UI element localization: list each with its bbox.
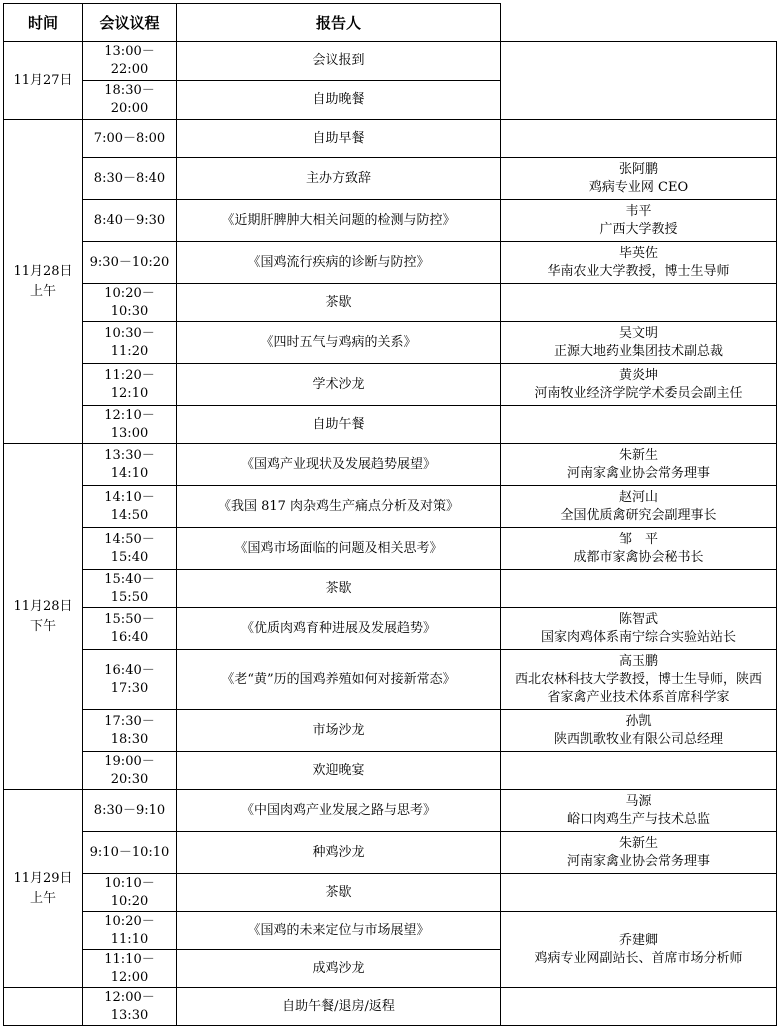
speaker-cell bbox=[501, 242, 777, 284]
time-cell: 17:30－18:30 bbox=[83, 710, 177, 752]
time-cell: 8:40－9:30 bbox=[83, 200, 177, 242]
table-row bbox=[4, 200, 777, 242]
speaker-cell bbox=[501, 650, 777, 710]
agenda-cell: 会议报到 bbox=[177, 42, 501, 81]
agenda-cell: 欢迎晚宴 bbox=[177, 752, 501, 790]
speaker-cell bbox=[501, 406, 777, 444]
agenda-cell: 成鸡沙龙 bbox=[177, 950, 501, 988]
time-cell: 7:00－8:00 bbox=[83, 120, 177, 158]
speaker-cell bbox=[501, 570, 777, 608]
speaker-cell bbox=[501, 710, 777, 752]
speaker-name: 高玉鹏 bbox=[618, 653, 658, 669]
time-cell: 12:00－13:30 bbox=[83, 988, 177, 1026]
agenda-cell: 《国鸡产业现状及发展趋势展望》 bbox=[177, 444, 501, 486]
header-time: 时间 bbox=[4, 4, 83, 42]
agenda-cell: 《中国肉鸡产业发展之路与思考》 bbox=[177, 790, 501, 832]
speaker-name: 朱新生 bbox=[618, 447, 658, 463]
speaker-name: 赵河山 bbox=[618, 489, 658, 505]
speaker-cell bbox=[501, 444, 777, 486]
speaker-cell bbox=[501, 200, 777, 242]
speaker-name: 黄炎坤 bbox=[618, 367, 658, 383]
time-cell: 8:30－9:10 bbox=[83, 790, 177, 832]
speaker-cell bbox=[501, 608, 777, 650]
table-row bbox=[4, 570, 777, 608]
speaker-cell bbox=[501, 42, 777, 120]
speaker-title: 华南农业大学教授，博士生导师 bbox=[547, 263, 730, 279]
speaker-name: 毕英佐 bbox=[618, 245, 658, 261]
agenda-cell: 茶歇 bbox=[177, 284, 501, 322]
table-row bbox=[4, 158, 777, 200]
table-row bbox=[4, 832, 777, 874]
speaker-cell bbox=[501, 874, 777, 912]
speaker-name: 马源 bbox=[625, 793, 652, 809]
time-cell: 19:00－20:30 bbox=[83, 752, 177, 790]
speaker-title: 鸡病专业网副站长、首席市场分析师 bbox=[534, 950, 743, 966]
agenda-cell: 市场沙龙 bbox=[177, 710, 501, 752]
time-cell: 15:40－15:50 bbox=[83, 570, 177, 608]
table-row bbox=[4, 790, 777, 832]
speaker-name: 韦平 bbox=[625, 203, 652, 219]
agenda-cell: 《老“黄”历的国鸡养殖如何对接新常态》 bbox=[177, 650, 501, 710]
time-cell: 9:30－10:20 bbox=[83, 242, 177, 284]
agenda-cell: 自助晚餐 bbox=[177, 81, 501, 120]
table-row bbox=[4, 912, 777, 950]
agenda-cell: 《四时五气与鸡病的关系》 bbox=[177, 322, 501, 364]
time-cell: 16:40－17:30 bbox=[83, 650, 177, 710]
table-row bbox=[4, 486, 777, 528]
time-cell: 13:00－22:00 bbox=[83, 42, 177, 81]
speaker-cell bbox=[501, 528, 777, 570]
agenda-cell: 茶歇 bbox=[177, 874, 501, 912]
date-cell: 11月29日 上午 bbox=[4, 790, 83, 988]
speaker-title: 省家禽产业技术体系首席科学家 bbox=[547, 689, 730, 705]
speaker-title: 国家肉鸡体系南宁综合实验站站长 bbox=[540, 629, 736, 645]
table-row bbox=[4, 120, 777, 158]
speaker-name: 陈智武 bbox=[618, 611, 658, 627]
date-cell bbox=[4, 988, 83, 1026]
agenda-cell: 学术沙龙 bbox=[177, 364, 501, 406]
table-row bbox=[4, 874, 777, 912]
agenda-cell: 《国鸡的未来定位与市场展望》 bbox=[177, 912, 501, 950]
time-cell: 14:10－14:50 bbox=[83, 486, 177, 528]
speaker-title: 陕西凯歌牧业有限公司总经理 bbox=[553, 731, 723, 747]
header-speaker: 报告人 bbox=[177, 4, 501, 42]
time-cell: 10:10－10:20 bbox=[83, 874, 177, 912]
speaker-cell bbox=[501, 486, 777, 528]
date-cell: 11月28日 上午 bbox=[4, 120, 83, 444]
speaker-title: 正源大地药业集团技术副总裁 bbox=[553, 343, 723, 359]
speaker-title: 河南家禽业协会常务理事 bbox=[566, 465, 710, 481]
speaker-name: 乔建卿 bbox=[618, 932, 658, 948]
speaker-title: 全国优质禽研究会副理事长 bbox=[560, 507, 717, 523]
table-row bbox=[4, 406, 777, 444]
speaker-cell bbox=[501, 158, 777, 200]
header-row bbox=[4, 4, 777, 42]
agenda-cell: 《国鸡市场面临的问题及相关思考》 bbox=[177, 528, 501, 570]
speaker-name: 张阿鹏 bbox=[618, 161, 658, 177]
speaker-cell bbox=[501, 322, 777, 364]
time-cell: 10:20－11:10 bbox=[83, 912, 177, 950]
speaker-title: 河南牧业经济学院学术委员会副主任 bbox=[534, 385, 743, 401]
table-row bbox=[4, 444, 777, 486]
table-row bbox=[4, 42, 777, 81]
date-cell: 11月27日 bbox=[4, 42, 83, 120]
time-cell: 8:30－8:40 bbox=[83, 158, 177, 200]
time-cell: 10:20－10:30 bbox=[83, 284, 177, 322]
table-row bbox=[4, 322, 777, 364]
table-row bbox=[4, 752, 777, 790]
time-cell: 12:10－13:00 bbox=[83, 406, 177, 444]
date-cell: 11月28日 下午 bbox=[4, 444, 83, 790]
speaker-name: 吴文明 bbox=[618, 325, 658, 341]
speaker-name: 邹 平 bbox=[618, 531, 658, 547]
speaker-cell bbox=[501, 988, 777, 1026]
table-row bbox=[4, 650, 777, 710]
agenda-cell: 种鸡沙龙 bbox=[177, 832, 501, 874]
header-agenda: 会议议程 bbox=[83, 4, 177, 42]
agenda-cell: 主办方致辞 bbox=[177, 158, 501, 200]
table-row bbox=[4, 608, 777, 650]
speaker-cell bbox=[501, 832, 777, 874]
speaker-cell bbox=[501, 790, 777, 832]
time-cell: 14:50－15:40 bbox=[83, 528, 177, 570]
speaker-title: 峪口肉鸡生产与技术总监 bbox=[566, 811, 710, 827]
table-row bbox=[4, 364, 777, 406]
time-cell: 10:30－11:20 bbox=[83, 322, 177, 364]
agenda-cell: 《优质肉鸡育种进展及发展趋势》 bbox=[177, 608, 501, 650]
table-row bbox=[4, 242, 777, 284]
table-row bbox=[4, 988, 777, 1026]
agenda-cell: 茶歇 bbox=[177, 570, 501, 608]
speaker-title: 西北农林科技大学教授，博士生导师，陕西 bbox=[514, 671, 762, 687]
time-cell: 13:30－14:10 bbox=[83, 444, 177, 486]
agenda-cell: 《我国 817 肉杂鸡生产痛点分析及对策》 bbox=[177, 486, 501, 528]
time-cell: 9:10－10:10 bbox=[83, 832, 177, 874]
time-cell: 15:50－16:40 bbox=[83, 608, 177, 650]
time-cell: 11:20－12:10 bbox=[83, 364, 177, 406]
table-row bbox=[4, 710, 777, 752]
speaker-cell bbox=[501, 912, 777, 988]
speaker-title: 河南家禽业协会常务理事 bbox=[566, 853, 710, 869]
speaker-name: 孙凯 bbox=[625, 713, 652, 729]
speaker-name: 朱新生 bbox=[618, 835, 658, 851]
table-row bbox=[4, 528, 777, 570]
agenda-cell: 自助午餐/退房/返程 bbox=[177, 988, 501, 1026]
agenda-cell: 《国鸡流行疾病的诊断与防控》 bbox=[177, 242, 501, 284]
speaker-title: 成都市家禽协会秘书长 bbox=[573, 549, 704, 565]
speaker-title: 鸡病专业网 CEO bbox=[588, 179, 689, 195]
table-row bbox=[4, 284, 777, 322]
agenda-cell: 《近期肝脾肿大相关问题的检测与防控》 bbox=[177, 200, 501, 242]
speaker-cell bbox=[501, 364, 777, 406]
time-cell: 18:30－20:00 bbox=[83, 81, 177, 120]
agenda-cell: 自助午餐 bbox=[177, 406, 501, 444]
agenda-table bbox=[3, 3, 777, 1026]
speaker-cell bbox=[501, 752, 777, 790]
time-cell: 11:10－12:00 bbox=[83, 950, 177, 988]
agenda-cell: 自助早餐 bbox=[177, 120, 501, 158]
speaker-cell bbox=[501, 284, 777, 322]
speaker-cell bbox=[501, 120, 777, 158]
speaker-title: 广西大学教授 bbox=[599, 221, 678, 237]
